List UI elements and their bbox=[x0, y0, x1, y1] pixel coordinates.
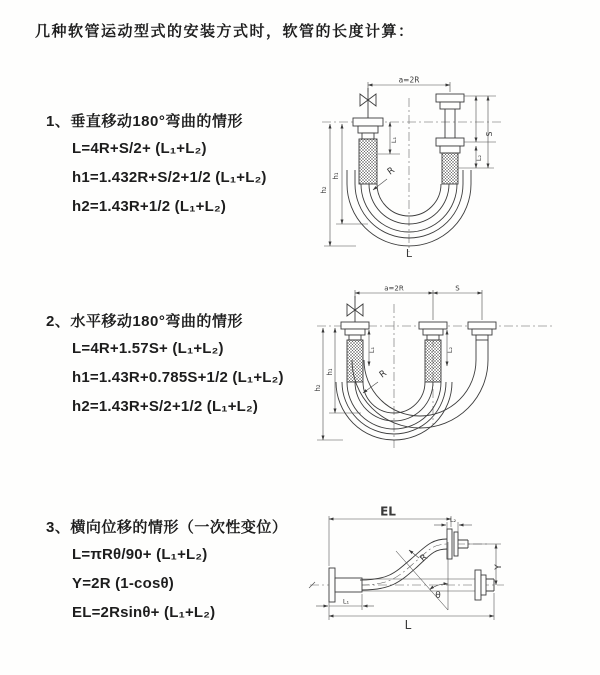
u-bend-arcs-displaced bbox=[352, 360, 488, 428]
label-y: Y bbox=[494, 564, 504, 570]
dimension-a2r bbox=[355, 285, 482, 321]
section-horizontal-movement bbox=[46, 310, 308, 427]
label-l2: L₂ bbox=[446, 346, 454, 354]
section2-formulas bbox=[72, 340, 308, 415]
label-el: EL bbox=[380, 504, 396, 519]
label-h2: h₂ bbox=[314, 384, 322, 392]
valve-icon bbox=[347, 296, 363, 322]
label-r: R bbox=[385, 165, 397, 178]
dimension-l1 bbox=[316, 594, 374, 610]
label-s: S bbox=[485, 131, 494, 137]
page-title: 几种软管运动型式的安装方式时，软管的长度计算： bbox=[35, 23, 415, 40]
formula-line: h2=1.43R+S/2+1/2 (L₁+L₂) bbox=[72, 398, 259, 415]
section3-heading: 3、横向位移的情形（一次性变位） bbox=[46, 519, 288, 536]
braided-hose bbox=[359, 139, 377, 184]
section-vertical-movement bbox=[46, 110, 308, 227]
formula-line: L=4R+S/2+ (L₁+L₂) bbox=[72, 140, 207, 157]
formula-line: Y=2R (1-cosθ) bbox=[72, 575, 174, 592]
formula-line: L=4R+1.57S+ (L₁+L₂) bbox=[72, 340, 224, 357]
braided-hose bbox=[442, 153, 458, 184]
radius-callout bbox=[363, 369, 389, 393]
label-h1: h₁ bbox=[332, 172, 340, 180]
label-l2: L₂ bbox=[475, 154, 483, 162]
centerlines bbox=[322, 98, 502, 252]
label-h2: h₂ bbox=[320, 186, 328, 194]
diagram-vertical-180-bend bbox=[306, 72, 590, 262]
middle-flange-fitting bbox=[419, 322, 447, 382]
angle-construction bbox=[396, 542, 448, 610]
label-l2: L₂ bbox=[449, 516, 457, 524]
section3-formulas bbox=[72, 546, 308, 621]
left-flange-fitting bbox=[353, 118, 383, 184]
label-l1: L₁ bbox=[342, 597, 350, 606]
dimension-l2 bbox=[446, 330, 454, 366]
label-s: S bbox=[455, 284, 460, 293]
formula-line: h1=1.432R+S/2+1/2 (L₁+L₂) bbox=[72, 169, 267, 186]
label-theta: θ bbox=[435, 591, 441, 601]
dimension-l2 bbox=[475, 146, 483, 168]
section2-heading: 2、水平移动180°弯曲的情形 bbox=[46, 313, 243, 330]
label-r: R bbox=[377, 368, 389, 381]
dimension-h2 bbox=[314, 328, 343, 440]
diagram-horizontal-180-bend bbox=[303, 280, 590, 455]
dimension-l1 bbox=[378, 122, 400, 154]
label-l1: L₁ bbox=[368, 346, 376, 354]
label-r: R bbox=[418, 552, 430, 565]
displaced-flange-fitting bbox=[468, 322, 496, 360]
valve-icon bbox=[360, 88, 376, 118]
label-l: L bbox=[404, 618, 412, 632]
formula-line: h1=1.43R+0.785S+1/2 (L₁+L₂) bbox=[72, 369, 284, 386]
formula-line: L=πRθ/90+ (L₁+L₂) bbox=[72, 546, 208, 563]
label-a2r: a=2R bbox=[384, 284, 404, 293]
section1-formulas bbox=[72, 140, 308, 215]
dimension-l2 bbox=[434, 516, 472, 532]
section-lateral-displacement bbox=[46, 516, 308, 633]
formula-line: h2=1.43R+1/2 (L₁+L₂) bbox=[72, 198, 227, 215]
dimension-h2 bbox=[320, 124, 356, 246]
left-flange-fitting bbox=[341, 322, 369, 382]
dimension-a2r bbox=[368, 76, 450, 93]
dimension-l bbox=[329, 593, 494, 632]
formula-line: EL=2Rsinθ+ (L₁+L₂) bbox=[72, 604, 216, 621]
dimension-l1 bbox=[368, 330, 376, 366]
section1-heading: 1、垂直移动180°弯曲的情形 bbox=[46, 113, 243, 130]
label-a2r: a=2R bbox=[398, 75, 420, 85]
right-flange-fitting bbox=[436, 94, 464, 184]
braided-hose bbox=[347, 340, 363, 382]
dimension-el bbox=[329, 505, 451, 567]
label-l1: L₁ bbox=[390, 136, 398, 144]
braided-hose bbox=[425, 340, 441, 382]
label-l: L bbox=[405, 247, 413, 260]
diagram-lateral-displacement bbox=[298, 498, 595, 646]
label-h1: h₁ bbox=[326, 368, 334, 376]
